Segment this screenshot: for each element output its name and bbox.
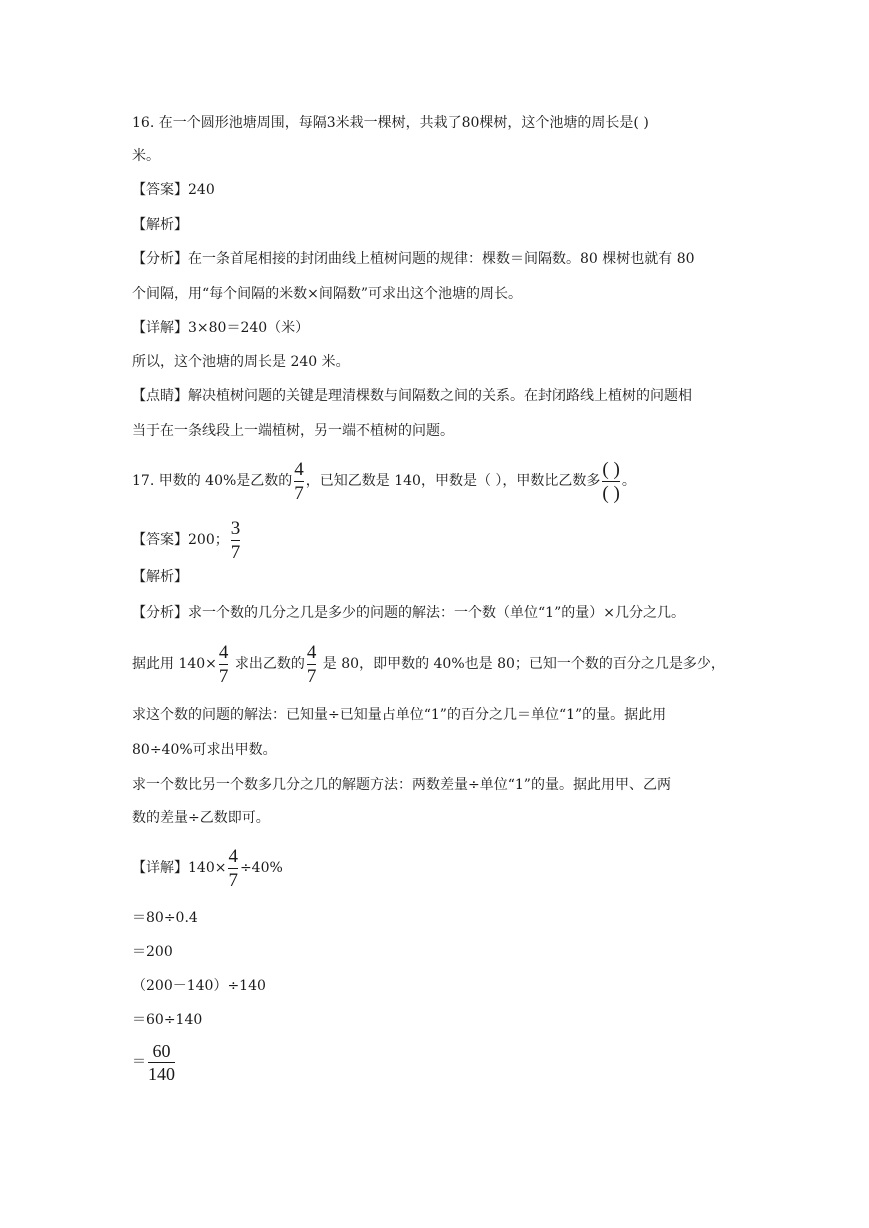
fraction-numerator: ( ) [602,458,620,480]
fraction-denominator: 140 [148,1063,175,1084]
q16-tip-line2: 当于在一条线段上一端植树，另一端不植树的问题。 [132,423,454,439]
fraction-bar [602,481,619,482]
q16-tip-line1: 【点睛】解决植树问题的关键是理清棵数与间隔数之间的关系。在封闭路线上植树的问题相 [132,388,692,404]
q17-analysis-heading: 【解析】 [132,569,188,585]
fraction-bar [219,664,229,665]
q17-detail [132,842,283,894]
q17-step-2: ＝200 [132,944,173,960]
q17-stem [132,455,636,507]
q16-stem-line1: 16. 在一个圆形池塘周围，每隔3米栽一棵树，共栽了80棵树，这个池塘的周长是( ) [132,115,649,131]
q16-detail: 【详解】3×80＝240（米） [132,320,310,336]
q17-analysis-line1: 【分析】求一个数的几分之几是多少的问题的解法：一个数（单位“1”的量）×几分之几。 [132,605,685,621]
q17-blank-fraction [602,459,619,504]
fraction-denominator: 7 [306,665,317,687]
q16-conclusion: 所以，这个池塘的周长是 240 米。 [132,354,350,370]
q16-stem-line2: 米。 [132,148,160,164]
q17-detail-fraction [228,846,238,891]
fraction-numerator: 4 [218,641,229,663]
q17-analysis-fraction-2 [307,642,317,687]
q17-analysis-line4: 80÷40%可求出甲数。 [132,742,277,758]
fraction-denominator: 7 [228,869,238,891]
q17-stem-text-a: 17. 甲数的 40%是乙数的 [132,473,293,489]
q17-step5-fraction [148,1041,175,1084]
fraction-numerator: 4 [228,845,238,867]
q17-analysis-text-b: 求出乙数的 [230,656,305,672]
fraction-bar [148,1062,175,1063]
fraction-denominator: 7 [230,541,241,563]
q16-answer: 【答案】240 [132,182,215,198]
fraction-numerator: 60 [152,1040,171,1061]
q17-analysis-line3: 求这个数的问题的解法：已知量÷已知量占单位“1”的百分之几＝单位“1”的量。据此用 [132,707,667,723]
q17-answer-fraction [231,518,241,563]
q17-stem-text-b: ，已知乙数是 140，甲数是（ ），甲数比乙数多 [305,473,601,489]
q16-analysis-line2: 个间隔，用“每个间隔的米数×间隔数”可求出这个池塘的周长。 [132,286,523,302]
q17-detail-text-b: ÷40% [239,860,283,876]
q17-stem-fraction [294,459,304,504]
q17-analysis-line6: 数的差量÷乙数即可。 [132,810,270,826]
fraction-denominator: 7 [294,482,304,504]
fraction-denominator: 7 [218,665,229,687]
fraction-bar [307,664,317,665]
q16-analysis-heading: 【解析】 [132,217,188,233]
q17-answer [132,515,242,565]
fraction-numerator: 4 [306,641,317,663]
fraction-numerator: 4 [294,458,304,480]
fraction-denominator: ( ) [602,482,620,504]
q17-analysis-text-c: 是 80，即甲数的 40%也是 80；已知一个数的百分之几是多少， [318,656,725,672]
q17-stem-text-c: 。 [621,473,636,489]
q17-answer-text: 【答案】200； [132,532,229,548]
q17-step-5 [132,1038,177,1086]
fraction-bar [231,540,241,541]
fraction-bar [294,481,304,482]
q17-analysis-line5: 求一个数比另一个数多几分之几的解题方法：两数差量÷单位“1”的量。据此用甲、乙两 [132,777,671,793]
q16-analysis-line1: 【分析】在一条首尾相接的封闭曲线上植树问题的规律：棵数＝间隔数。80 棵树也就有 80 [132,251,695,267]
fraction-bar [228,868,238,869]
q17-detail-text-a: 【详解】140× [132,860,227,876]
q17-step-1: ＝80÷0.4 [132,910,198,926]
q17-step-4: ＝60÷140 [132,1012,203,1028]
q17-step5-eq: ＝ [132,1054,146,1070]
q17-analysis-text-a: 据此用 140× [132,656,217,672]
q17-analysis-line2 [132,638,725,690]
q17-step-3: （200－140）÷140 [132,978,266,994]
fraction-numerator: 3 [230,517,241,539]
q17-analysis-fraction-1 [219,642,229,687]
